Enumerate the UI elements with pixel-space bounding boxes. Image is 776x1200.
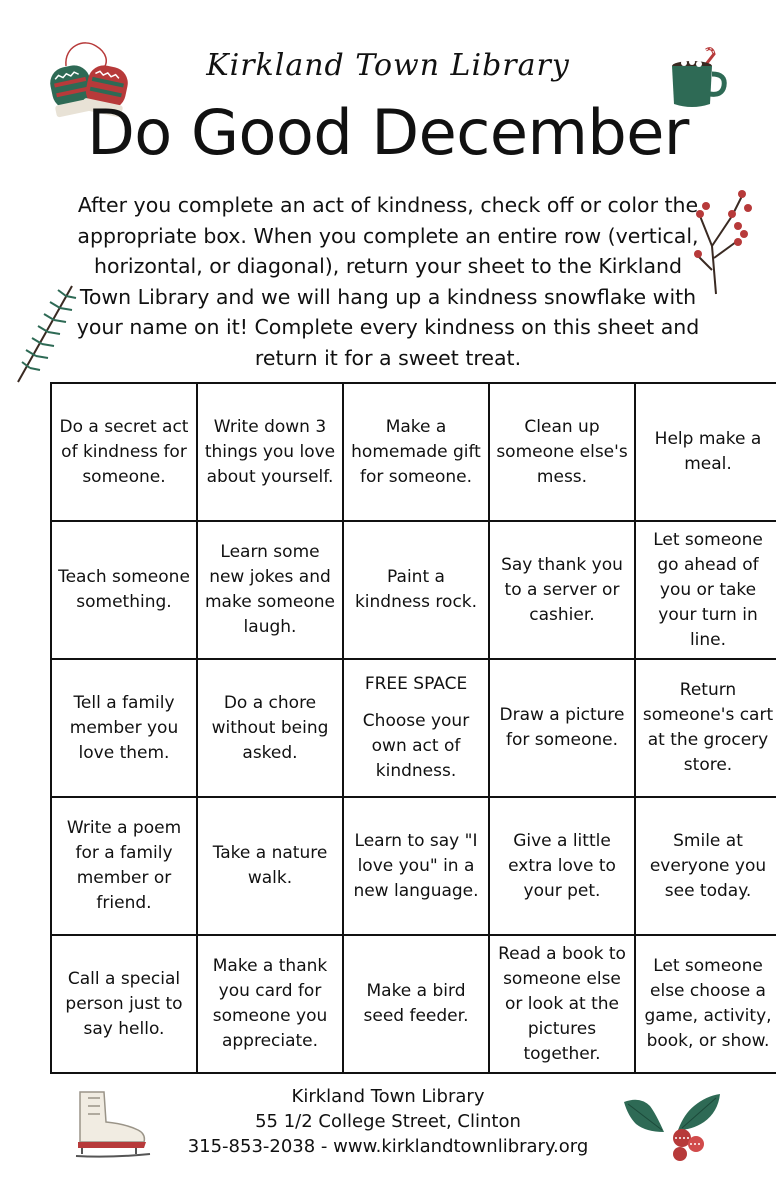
grid-cell[interactable]: Do a secret act of kindness for someone. [51,383,197,521]
grid-cell[interactable]: Let someone else choose a game, activity, book, or show. [635,935,776,1073]
grid-cell[interactable]: Let someone go ahead of you or take your turn in line. [635,521,776,659]
page-title: Do Good December [87,96,689,169]
grid-cell[interactable]: Draw a picture for someone. [489,659,635,797]
grid-row [51,659,776,797]
grid-cell[interactable]: Say thank you to a server or cashier. [489,521,635,659]
grid-cell[interactable]: Call a special person just to say hello. [51,935,197,1073]
free-space-label: FREE SPACE [364,674,468,694]
free-space-text: Choose your own act of kindness. [362,711,470,781]
grid-cell[interactable]: Make a homemade gift for someone. [343,383,489,521]
kindness-bingo-grid [50,382,776,1074]
grid-cell[interactable]: Make a thank you card for someone you appreciate. [197,935,343,1073]
free-space-cell[interactable] [343,659,489,797]
grid-cell[interactable]: Read a book to someone else or look at the pictures together. [489,935,635,1073]
instructions-text: After you complete an act of kindness, check off or color the appropriate box. When you complete an entire row (vertical, horizontal, or diagonal), return your sheet to the Kirkland Town Library and we will hang up a kindness snowflake with your name on it! Complete every kindness on this sheet and return it for a sweet treat. [76,193,700,370]
grid-cell[interactable]: Write a poem for a family member or friend. [51,797,197,935]
grid-cell[interactable]: Give a little extra love to your pet. [489,797,635,935]
grid-cell[interactable]: Smile at everyone you see today. [635,797,776,935]
footer-address: 55 1/2 College Street, Clinton [255,1111,521,1132]
grid-cell[interactable]: Clean up someone else's mess. [489,383,635,521]
library-name-heading: Kirkland Town Library [206,48,570,83]
grid-cell[interactable]: Learn some new jokes and make someone laugh. [197,521,343,659]
footer-library-name: Kirkland Town Library [291,1086,485,1107]
grid-cell[interactable]: Make a bird seed feeder. [343,935,489,1073]
grid-cell[interactable]: Tell a family member you love them. [51,659,197,797]
grid-cell[interactable]: Take a nature walk. [197,797,343,935]
pine-branch-icon [12,282,78,386]
footer-contact: 315-853-2038 - www.kirklandtownlibrary.org [187,1136,589,1157]
grid-row [51,521,776,659]
footer [0,1084,776,1159]
grid-cell[interactable]: Help make a meal. [635,383,776,521]
grid-cell[interactable]: Return someone's cart at the grocery store. [635,659,776,797]
grid-row [51,383,776,521]
grid-cell[interactable]: Teach someone something. [51,521,197,659]
grid-cell[interactable]: Learn to say "I love you" in a new language. [343,797,489,935]
grid-cell[interactable]: Paint a kindness rock. [343,521,489,659]
grid-cell[interactable]: Write down 3 things you love about yourself. [197,383,343,521]
grid-row [51,935,776,1073]
grid-row [51,797,776,935]
grid-cell[interactable]: Do a chore without being asked. [197,659,343,797]
